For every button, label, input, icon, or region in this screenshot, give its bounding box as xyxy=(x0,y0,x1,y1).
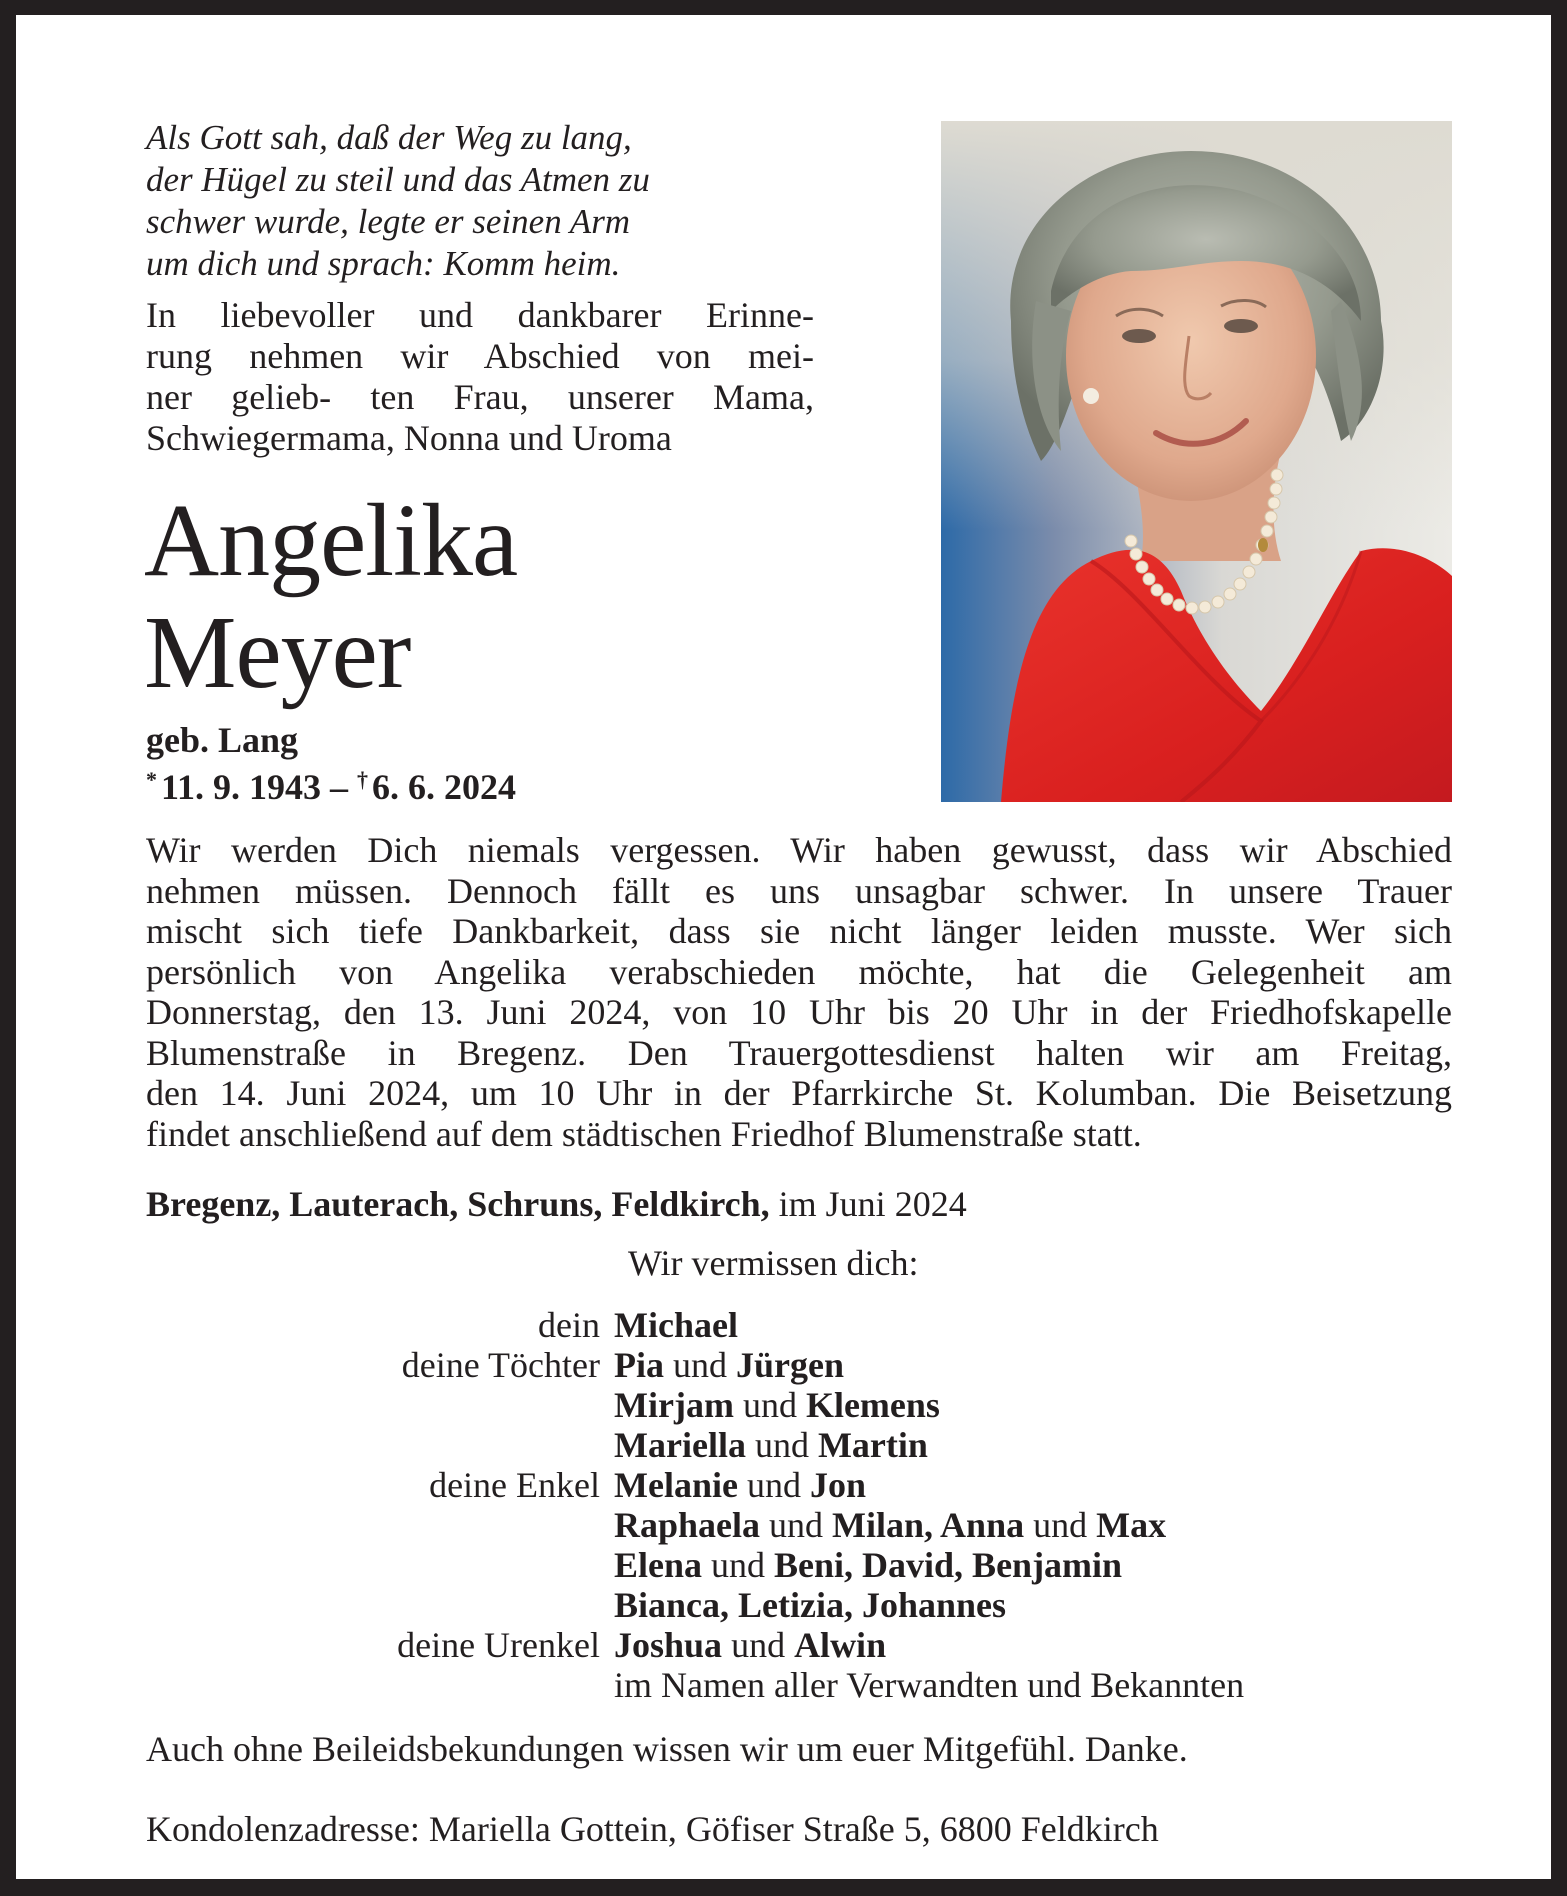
connector-text: und xyxy=(737,1465,810,1505)
relation-label: deine Urenkel xyxy=(397,1625,600,1665)
month-date: im Juni 2024 xyxy=(778,1184,967,1224)
birth-date: 11. 9. 1943 xyxy=(161,767,322,807)
obituary-body xyxy=(146,830,1452,1154)
family-member-name: Beni, David, Benjamin xyxy=(774,1545,1123,1585)
intro-line: ner gelieb- ten Frau, unserer Mama, xyxy=(146,377,814,417)
family-row xyxy=(146,1385,1466,1425)
family-member-name: Melanie xyxy=(614,1465,738,1505)
family-member-name: Pia xyxy=(614,1345,664,1385)
family-member-name: Mirjam xyxy=(614,1385,734,1425)
family-member-name: Jon xyxy=(809,1465,866,1505)
family-row xyxy=(146,1585,1466,1625)
family-member-name: Raphaela xyxy=(614,1505,761,1545)
connector-text: und xyxy=(722,1625,795,1665)
quote-line: schwer wurde, legte er seinen Arm xyxy=(146,202,631,241)
family-names xyxy=(614,1305,738,1345)
body-line: nehmen müssen. Dennoch fällt es uns unsagbar schwer. In unsere Trauer xyxy=(146,870,1452,911)
birth-symbol: * xyxy=(146,767,157,792)
family-names xyxy=(614,1425,928,1465)
first-name: Angelika xyxy=(144,483,518,598)
family-names xyxy=(614,1665,1244,1705)
family-row xyxy=(146,1505,1466,1545)
family-member-name: Jürgen xyxy=(736,1345,844,1385)
body-line: Blumenstraße in Bregenz. Den Trauergottesdienst halten wir am Freitag, xyxy=(146,1032,1452,1073)
family-member-name: Milan, Anna xyxy=(832,1505,1025,1545)
family-member-name: Michael xyxy=(614,1305,738,1345)
family-row xyxy=(146,1305,1466,1345)
life-dates xyxy=(146,760,516,807)
date-separator: – xyxy=(330,767,349,807)
connector-text: und xyxy=(702,1545,775,1585)
portrait-photo xyxy=(941,121,1452,802)
family-names xyxy=(614,1385,940,1425)
family-member-name: Bianca, Letizia, Johannes xyxy=(614,1585,1007,1625)
relation-label: deine Töchter xyxy=(401,1345,600,1385)
family-row xyxy=(146,1425,1466,1465)
thanks-note: Auch ohne Beileidsbekundungen wissen wir um euer Mitgefühl. Danke. xyxy=(146,1729,1188,1769)
places-and-date xyxy=(146,1183,967,1225)
family-row xyxy=(146,1665,1466,1705)
relation-label xyxy=(146,1545,614,1585)
intro-line: In liebevoller und dankbarer Erinne- xyxy=(146,295,814,335)
body-line: Wir werden Dich niemals vergessen. Wir haben gewusst, dass wir Abschied xyxy=(146,830,1452,870)
body-line: den 14. Juni 2024, um 10 Uhr in der Pfarrkirche St. Kolumban. Die Beisetzung xyxy=(146,1073,1452,1113)
body-line: mischt sich tiefe Dankbarkeit, dass sie nicht länger leiden musste. Wer sich xyxy=(146,911,1452,951)
connector-text: und xyxy=(664,1345,736,1385)
maiden-name: geb. Lang xyxy=(146,720,299,760)
family-member-name: Joshua xyxy=(614,1625,723,1665)
relation-label xyxy=(146,1385,614,1425)
intro-line: rung nehmen wir Abschied von mei- xyxy=(146,336,814,376)
deceased-name xyxy=(144,485,517,709)
family-names xyxy=(614,1505,1166,1545)
family-names xyxy=(614,1625,886,1665)
family-member-name: Elena xyxy=(614,1545,703,1585)
towns: Bregenz, Lauterach, Schruns, Feldkirch, xyxy=(146,1184,770,1224)
body-line: Donnerstag, den 13. Juni 2024, von 10 Uhr bis 20 Uhr in der Friedhofskapelle xyxy=(146,992,1452,1032)
quote-line: Als Gott sah, daß der Weg zu lang, xyxy=(146,118,632,157)
relation-label xyxy=(146,1425,614,1465)
death-symbol: † xyxy=(357,767,369,792)
obituary-page xyxy=(16,15,1551,1879)
connector-text: und xyxy=(733,1385,806,1425)
family-names xyxy=(614,1465,866,1505)
body-line: persönlich von Angelika verabschieden möchte, hat die Gelegenheit am xyxy=(146,951,1452,992)
family-member-name: Max xyxy=(1096,1505,1167,1545)
intro-paragraph xyxy=(146,295,814,459)
family-heading: Wir vermissen dich: xyxy=(628,1243,919,1283)
condolence-address: Kondolenzadresse: Mariella Gottein, Göfiser Straße 5, 6800 Feldkirch xyxy=(146,1809,1159,1849)
family-row xyxy=(146,1465,1466,1505)
family-row xyxy=(146,1625,1466,1665)
family-member-name: Klemens xyxy=(805,1385,940,1425)
death-date: 6. 6. 2024 xyxy=(372,767,517,807)
quote-line: um dich und sprach: Komm heim. xyxy=(146,244,621,283)
last-name: Meyer xyxy=(144,595,411,710)
connector-text: und xyxy=(760,1505,833,1545)
connector-text: und xyxy=(745,1425,818,1465)
connector-text: im Namen aller Verwandten und Bekannten xyxy=(614,1665,1245,1705)
family-names xyxy=(614,1345,844,1385)
quote-line: der Hügel zu steil und das Atmen zu xyxy=(146,160,650,199)
family-member-name: Martin xyxy=(817,1425,928,1465)
body-line: findet anschließend auf dem städtischen Friedhof Blumenstraße statt. xyxy=(146,1113,1142,1154)
relation-label: deine Enkel xyxy=(429,1465,600,1505)
relation-label: dein xyxy=(538,1305,600,1345)
birth-death-info xyxy=(146,720,516,807)
relation-label xyxy=(146,1585,614,1625)
relation-label xyxy=(146,1665,614,1705)
family-row xyxy=(146,1345,1466,1385)
relation-label xyxy=(146,1505,614,1545)
family-names xyxy=(614,1545,1122,1585)
connector-text: und xyxy=(1024,1505,1097,1545)
family-names xyxy=(614,1585,1006,1625)
family-member-name: Alwin xyxy=(794,1625,887,1665)
memorial-quote xyxy=(146,117,766,285)
family-row xyxy=(146,1545,1466,1585)
portrait-image xyxy=(941,121,1452,802)
family-list xyxy=(146,1305,1466,1705)
family-member-name: Mariella xyxy=(614,1425,746,1465)
intro-line: Schwiegermama, Nonna und Uroma xyxy=(146,418,672,458)
